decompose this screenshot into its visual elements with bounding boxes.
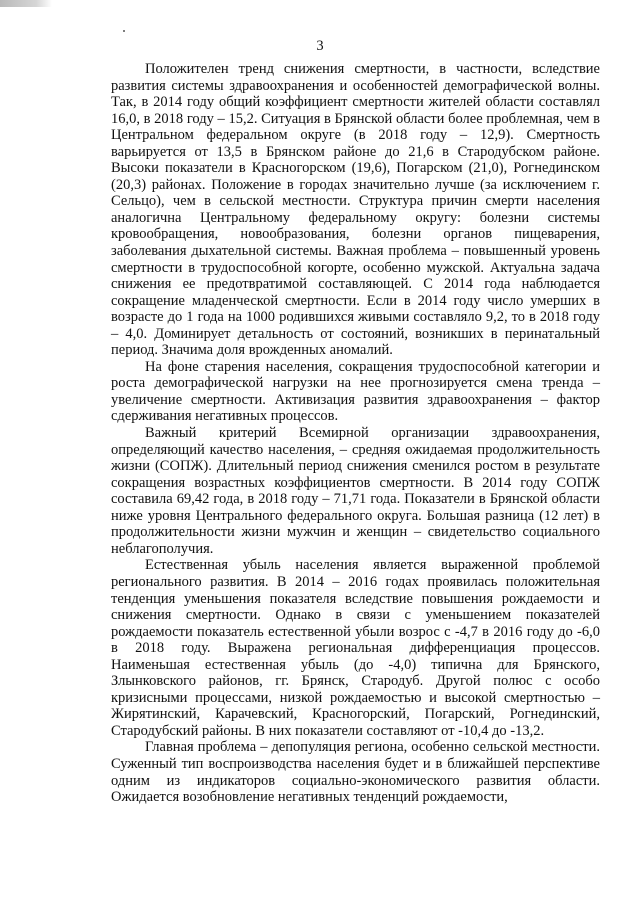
paragraph-aging-forecast: На фоне старения населения, сокращения трудоспособной категории и роста демографической нагрузки на нее прогнозируется смена тренда – увеличение смертности. Активизация развития здравоохранения – фактор сдерживания негативных процессов. xyxy=(111,358,600,425)
paragraph-depopulation: Главная проблема – депопуляция региона, особенно сельской местности. Суженный тип воспроизводства населения будет и в ближайшей перспективе одним из индикаторов социально-экономического развития области. Ожидается возобновление негативных тенденций рождаемости, xyxy=(111,739,600,806)
body-text xyxy=(111,61,600,806)
scan-dot xyxy=(123,30,125,32)
paragraph-mortality-trend: Положителен тренд снижения смертности, в частности, вследствие развития системы здравоохранения и особенностей демографической волны. Так, в 2014 году общий коэффициент смертности жителей области составлял 16,0, в 2018 году – 15,2. Ситуация в Брянской области более проблемная, чем в Центральном федеральном округе (в 2018 году – 12,9). Смертность варьируется от 13,5 в Брянском районе до 21,6 в Стародубском районе. Высоки показатели в Красногорском (19,6), Погарском (21,0), Рогнединском (20,3) районах. Положение в городах значительно лучше (за исключением г. Сельцо), чем в сельской местности. Структура причин смерти населения аналогична Центральному федеральному округу: болезни системы кровообращения, новообразования, болезни органов пищеварения, заболевания дыхательной системы. Важная проблема – повышенный уровень смертности в трудоспособной когорте, особенно мужской. Актуальна задача снижения ее предотвратимой составляющей. С 2014 года наблюдается сокращение младенческой смертности. Если в 2014 году число умерших в возрасте до 1 года на 1000 родившихся живыми составляло 9,2, то в 2018 году – 4,0. Доминирует детальность от состояний, возникших в перинатальный период. Значима доля врожденных аномалий. xyxy=(111,61,600,359)
paragraph-natural-decline: Естественная убыль населения является выраженной проблемой регионального развития. В 2014 – 2016 годах проявилась положительная тенденция уменьшения показателя вследствие повышения рождаемости и снижения смертности. Однако в связи с уменьшением показателей рождаемости показатель естественной убыли возрос с -4,7 в 2016 году до -6,0 в 2018 году. Выражена региональная дифференциация процессов. Наименьшая естественная убыль (до -4,0) типична для Брянского, Злынковского районов, гг. Брянск, Стародуб. Другой полюс с особо кризисными процессами, низкой рождаемостью и высокой смертностью – Жирятинский, Карачевский, Красногорский, Погарский, Рогнединский, Стародубский районы. В них показатели составляют от -10,4 до -13,2. xyxy=(111,557,600,739)
page-number: 3 xyxy=(316,38,324,54)
paragraph-life-expectancy: Важный критерий Всемирной организации здравоохранения, определяющий качество населения, – средняя ожидаемая продолжительность жизни (СОПЖ). Длительный период снижения сменился ростом в результате сокращения возрастных коэффициентов смертности. В 2014 году СОПЖ составила 69,42 года, в 2018 году – 71,71 года. Показатели в Брянской области ниже уровня Центрального федерального округа. Большая разница (12 лет) в продолжительности жизни мужчин и женщин – свидетельство социального неблагополучия. xyxy=(111,425,600,557)
scan-edge-mark xyxy=(0,0,52,7)
